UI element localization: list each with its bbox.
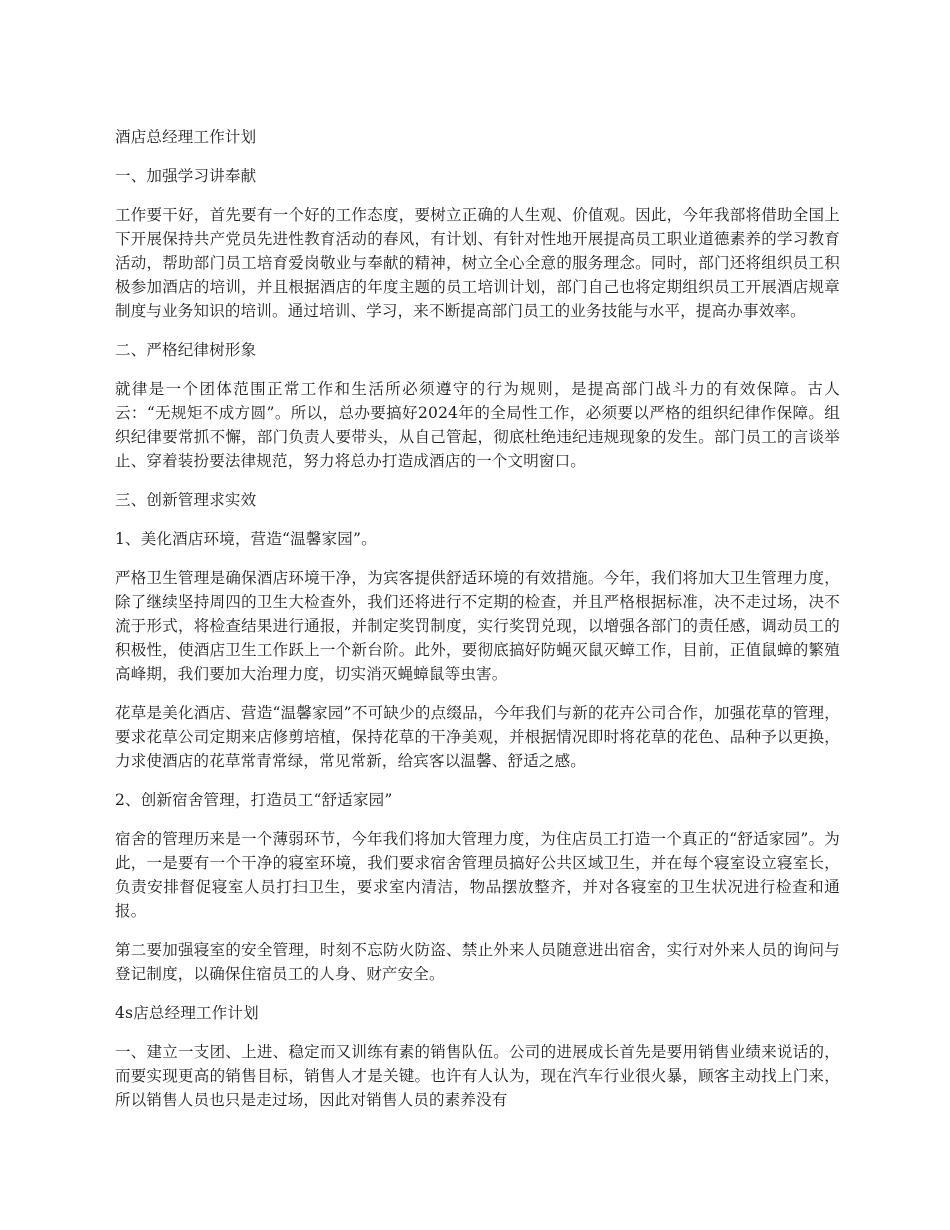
paragraph: 第二要加强寝室的安全管理，时刻不忘防火防盗、禁止外来人员随意进出宿舍，实行对外来人员的询问与登记制度，以确保住宿员工的人身、财产安全。 (115, 941, 840, 983)
document-title-2: 4s店总经理工作计划 (115, 1004, 259, 1022)
section-heading-1: 一、加强学习讲奉献 (115, 167, 257, 185)
section-heading-3: 三、创新管理求实效 (115, 491, 257, 509)
document-title: 酒店总经理工作计划 (115, 128, 257, 146)
document-page (115, 125, 840, 1127)
paragraph: 宿舍的管理历来是一个薄弱环节，今年我们将加大管理力度，为住店员工打造一个真正的“舒适家园”。为此，一是要有一个干净的寝室环境，我们要求宿舍管理员搞好公共区域卫生，并在每个寝室设立寝室长，负责安排督促寝室人员打扫卫生，要求室内清洁，物品摆放整齐，并对各寝室的卫生状况进行检查和通报。 (115, 830, 840, 920)
subsection-heading-2: 2、创新宿舍管理，打造员工“舒适家园” (115, 791, 393, 809)
paragraph: 严格卫生管理是确保酒店环境干净，为宾客提供舒适环境的有效措施。今年，我们将加大卫生管理力度，除了继续坚持周四的卫生大检查外，我们还将进行不定期的检查，并且严格根据标准，决不走过场，决不流于形式，将检查结果进行通报，并制定奖罚制度，实行奖罚兑现，以增强各部门的责任感，调动员工的积极性，使酒店卫生工作跃上一个新台阶。此外，要彻底搞好防蝇灭鼠灭蟑工作，目前，正值鼠蟑的繁殖高峰期，我们要加大治理力度，切实消灭蝇蟑鼠等虫害。 (115, 569, 840, 683)
paragraph: 一、建立一支团、上进、稳定而又训练有素的销售队伍。公司的进展成长首先是要用销售业绩来说话的，而要实现更高的销售目标，销售人才是关键。也许有人认为，现在汽车行业很火暴，顾客主动找上门来，所以销售人员也只是走过场，因此对销售人员的素养没有 (115, 1043, 840, 1109)
subsection-heading-1: 1、美化酒店环境，营造“温馨家园”。 (115, 530, 377, 548)
section-heading-2: 二、严格纪律树形象 (115, 341, 257, 359)
paragraph: 花草是美化酒店、营造“温馨家园”不可缺少的点缀品，今年我们与新的花卉公司合作，加强花草的管理，要求花草公司定期来店修剪培植，保持花草的干净美观，并根据情况即时将花草的花色、品种予以更换，力求使酒店的花草常青常绿，常见常新，给宾客以温馨、舒适之感。 (115, 704, 840, 770)
paragraph: 工作要干好，首先要有一个好的工作态度，要树立正确的人生观、价值观。因此，今年我部将借助全国上下开展保持共产党员先进性教育活动的春风，有计划、有针对性地开展提高员工职业道德素养的学习教育活动，帮助部门员工培育爱岗敬业与奉献的精神，树立全心全意的服务理念。同时，部门还将组织员工积极参加酒店的培训，并且根据酒店的年度主题的员工培训计划，部门自己也将定期组织员工开展酒店规章制度与业务知识的培训。通过培训、学习，来不断提高部门员工的业务技能与水平，提高办事效率。 (115, 206, 840, 320)
paragraph: 就律是一个团体范围正常工作和生活所必须遵守的行为规则，是提高部门战斗力的有效保障。古人云：“无规矩不成方圆”。所以，总办要搞好2024年的全局性工作，必须要以严格的组织纪律作保障。组织纪律要常抓不懈，部门负责人要带头，从自己管起，彻底杜绝违纪违规现象的发生。部门员工的言谈举止、穿着装扮要法律规范，努力将总办打造成酒店的一个文明窗口。 (115, 380, 840, 470)
